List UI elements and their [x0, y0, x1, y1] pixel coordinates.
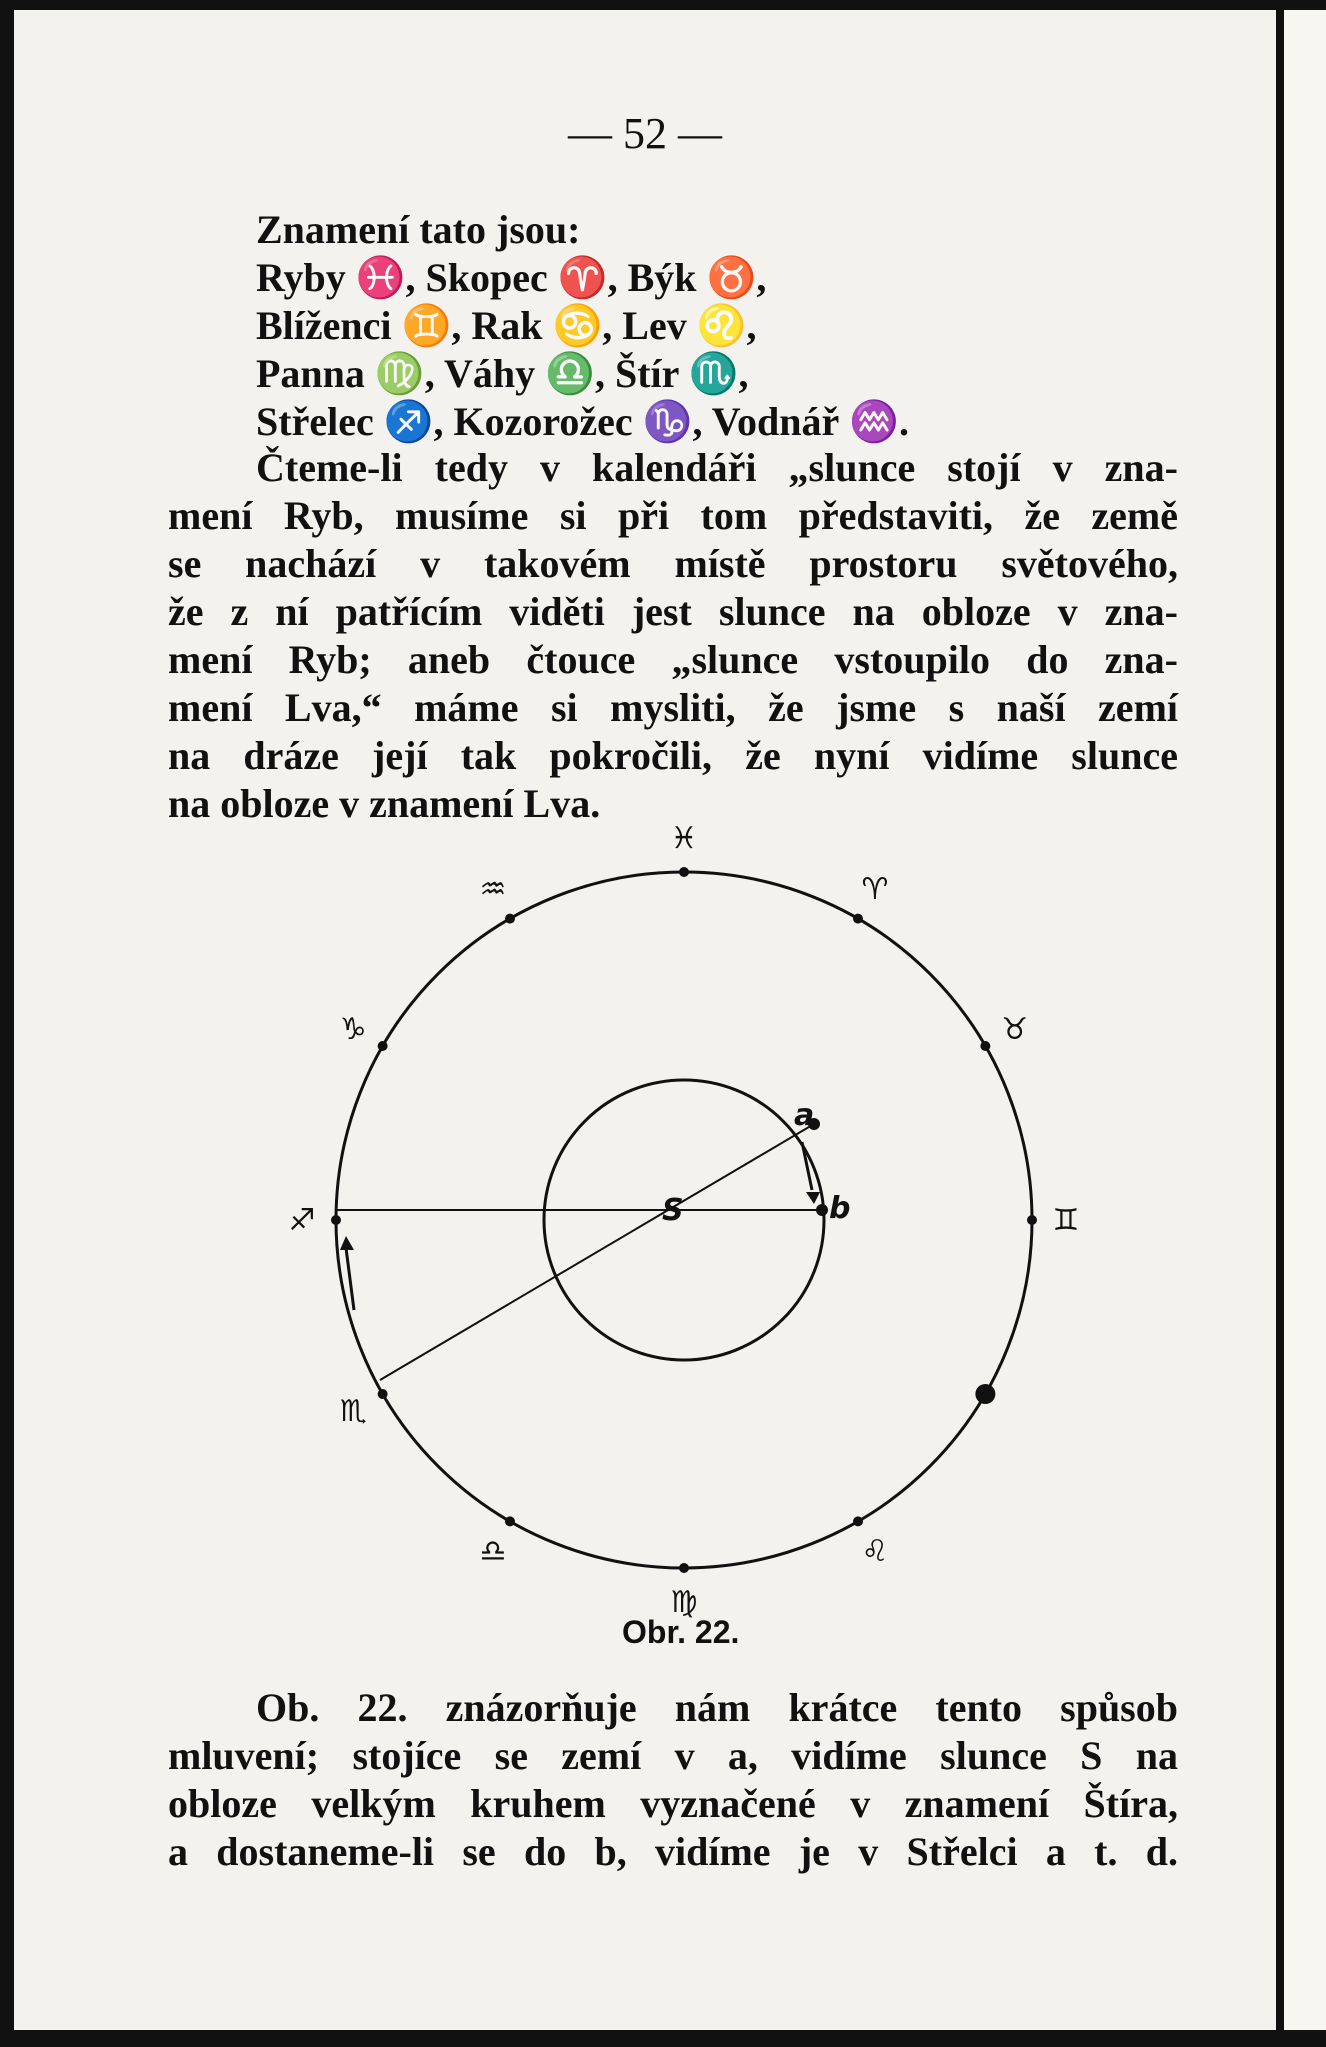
paragraph-calendar — [168, 444, 1178, 828]
zodiac-ring — [289, 821, 1080, 1620]
figure-caption: Obr. 22. — [622, 1614, 740, 1650]
para1-line: mení Lva,“ máme si mysliti, že jsme s naší zemí — [168, 685, 1178, 730]
signs-intro: Znamení tato jsou: — [256, 207, 581, 252]
para1-line: na dráze její tak pokročili, že nyní vidíme slunce — [168, 733, 1178, 778]
signs-line-2: Blíženci ♊, Rak ♋, Lev ♌, — [256, 303, 757, 348]
paragraph-explanation — [168, 1684, 1178, 1876]
arrow-along-orbit — [346, 1248, 354, 1310]
point-a-label: a — [794, 1098, 815, 1133]
zodiac-sign-label: ♌ — [861, 1533, 889, 1569]
zodiac-point — [980, 1041, 990, 1051]
line-a-to-scorpio — [380, 1124, 814, 1380]
zodiac-point — [378, 1389, 388, 1399]
book-page — [14, 10, 1276, 2030]
zodiac-point — [975, 1384, 995, 1404]
point-b-label: b — [829, 1191, 851, 1226]
zodiac-signs-list — [256, 206, 909, 446]
zodiac-point — [378, 1041, 388, 1051]
zodiac-sign-label: ♎ — [479, 1533, 507, 1569]
zodiac-sign-label: ♈ — [861, 872, 889, 908]
para1-line: že z ní patřícím viděti jest slunce na obloze v zna- — [168, 589, 1178, 634]
earth-orbit-circle — [544, 1080, 824, 1360]
zodiac-sign-label: ♏ — [339, 1394, 367, 1429]
zodiac-point — [505, 914, 515, 924]
zodiac-sign-label: ♐ — [288, 1203, 316, 1238]
zodiac-point — [853, 1516, 863, 1526]
motion-arrow-ab — [802, 1142, 812, 1190]
zodiac-figure — [284, 821, 1084, 1640]
sky-circle — [336, 872, 1032, 1568]
para2-line: a dostaneme-li se do b, vidíme je v Střelci a t. d. — [168, 1829, 1178, 1874]
zodiac-point — [853, 914, 863, 924]
signs-line-1: Ryby ♓, Skopec ♈, Býk ♉, — [256, 255, 767, 300]
zodiac-point — [505, 1516, 515, 1526]
zodiac-point — [679, 1563, 689, 1573]
zodiac-sign-label: ♊ — [1052, 1203, 1080, 1238]
sun-center-label: S — [662, 1193, 684, 1228]
arrow-head — [806, 1192, 820, 1204]
para1-line: se nachází v takovém místě prostoru světového, — [168, 541, 1178, 586]
zodiac-sign-label: ♓ — [670, 821, 698, 856]
signs-line-4: Střelec ♐, Kozorožec ♑, Vodnář ♒. — [256, 399, 910, 444]
para1-line: Čteme-li tedy v kalendáři „slunce stojí v zna- — [256, 445, 1178, 490]
zodiac-point — [1027, 1215, 1037, 1225]
zodiac-sign-label: ♑ — [339, 1012, 367, 1047]
zodiac-sign-label: ♍ — [670, 1585, 698, 1620]
page-number: — 52 — — [568, 109, 722, 158]
zodiac-sign-label: ♒ — [479, 872, 507, 908]
point-b-marker — [816, 1204, 828, 1216]
zodiac-point — [331, 1215, 341, 1225]
para2-line: Ob. 22. znázorňuje nám krátce tento spůsob — [256, 1685, 1178, 1730]
para1-line: mení Ryb, musíme si při tom představiti, že země — [168, 493, 1178, 538]
zodiac-point — [679, 867, 689, 877]
arrow-head-orbit — [340, 1236, 354, 1250]
para1-line: na obloze v znamení Lva. — [168, 781, 601, 826]
zodiac-sign-label: ♉ — [1001, 1012, 1029, 1047]
adjacent-page-edge — [1284, 10, 1326, 2030]
para2-line: mluvení; stojíce se zemí v a, vidíme slunce S na — [168, 1733, 1178, 1778]
signs-line-3: Panna ♍, Váhy ♎, Štír ♏, — [256, 351, 749, 396]
para1-line: mení Ryb; aneb čtouce „slunce vstoupilo do zna- — [168, 637, 1178, 682]
para2-line: obloze velkým kruhem vyznačené v znamení Štíra, — [168, 1781, 1178, 1826]
